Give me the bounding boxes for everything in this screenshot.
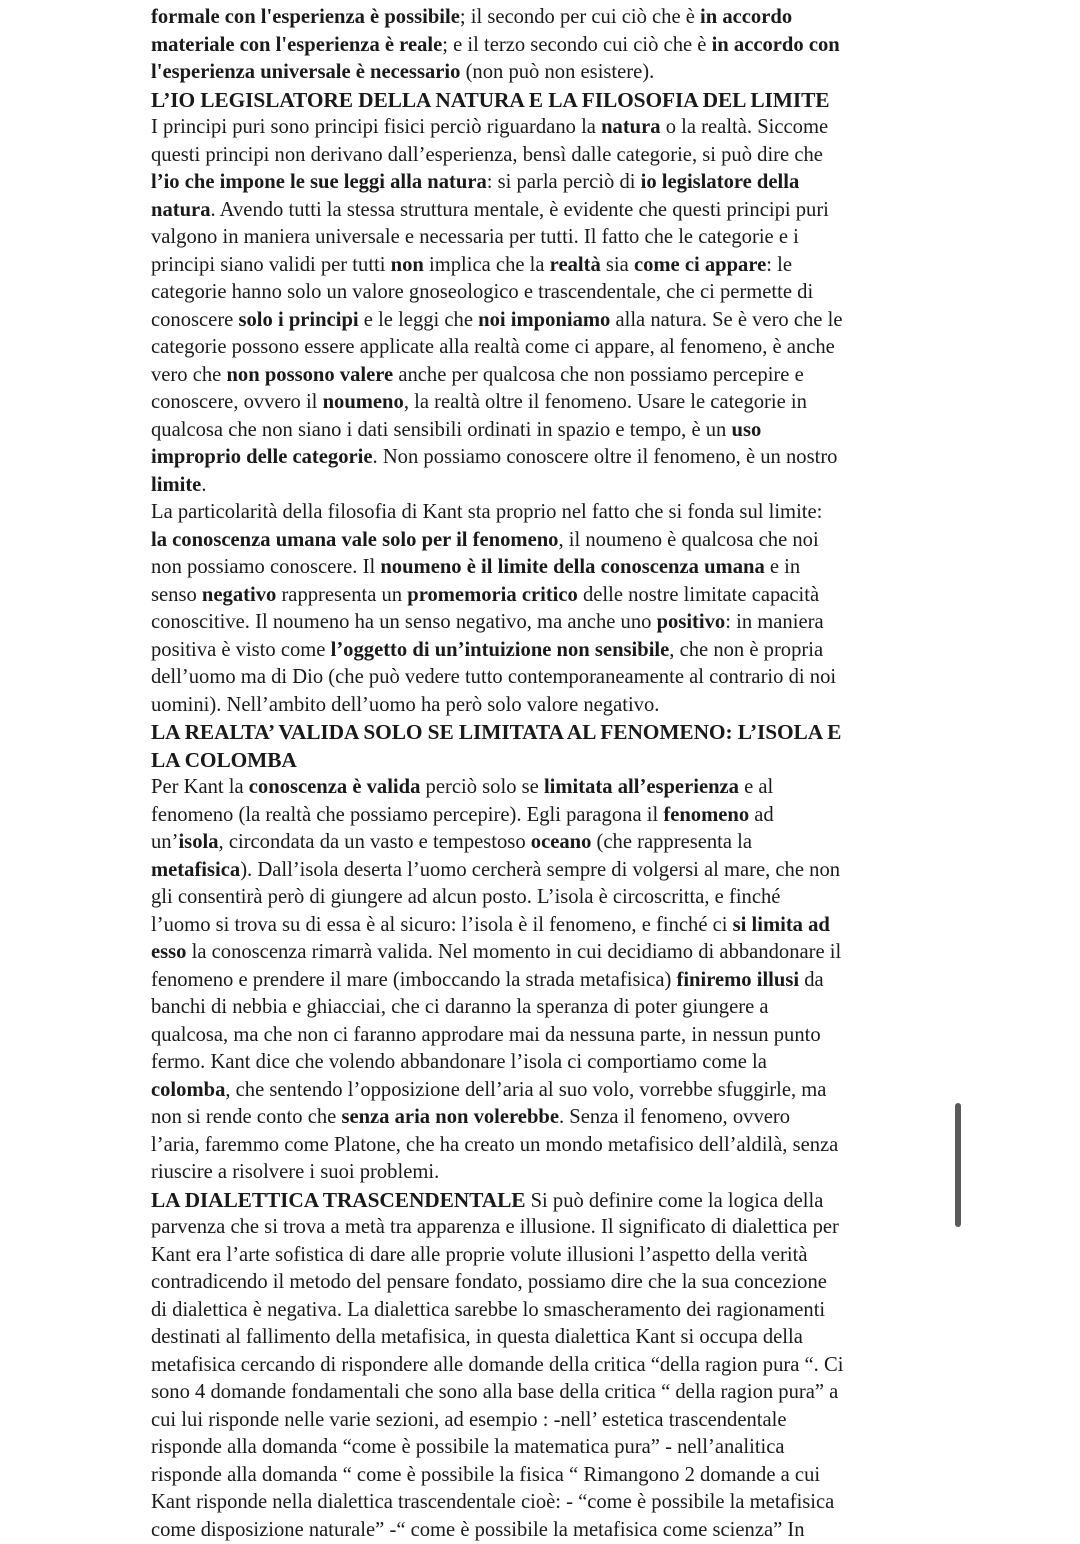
text-line <box>151 1489 941 1517</box>
text-run: e le leggi che <box>359 309 479 331</box>
text-line <box>151 499 941 527</box>
bold-text: noumeno è il limite della conoscenza umana <box>380 556 764 578</box>
text-line <box>151 472 941 500</box>
text-run: La particolarità della filosofia di Kant sta proprio nel fatto che si fonda sul limite: <box>151 501 822 523</box>
text-run: principi siano validi per tutti <box>151 254 391 276</box>
text-line <box>151 939 941 967</box>
section-heading: L’IO LEGISLATORE DELLA NATURA E LA FILOSOFIA DEL LIMITE <box>151 88 829 112</box>
bold-text: oceano <box>531 831 592 853</box>
text-run: Kant risponde nella dialettica trascendentale cioè: - “come è possibile la metafisica <box>151 1491 834 1513</box>
text-run: la conoscenza rimarrà valida. Nel momento in cui decidiamo di abbandonare il <box>186 941 841 963</box>
text-run: implica che la <box>424 254 550 276</box>
text-line <box>151 417 941 445</box>
text-line <box>151 334 941 362</box>
text-run: conoscere, ovvero il <box>151 391 323 413</box>
text-run: valgono in maniera universale e necessaria per tutti. Il fatto che le categorie e i <box>151 226 799 248</box>
text-run: : in maniera <box>725 611 823 633</box>
bold-text: negativo <box>202 584 276 606</box>
text-line <box>151 1104 941 1132</box>
bold-text: promemoria critico <box>407 584 578 606</box>
text-line <box>151 1242 941 1270</box>
text-run: di dialettica è negativa. La dialettica sarebbe lo smascheramento dei ragionamenti <box>151 1299 825 1321</box>
text-run: conoscitive. Il noumeno ha un senso negativo, ma anche uno <box>151 611 657 633</box>
text-line <box>151 994 941 1022</box>
text-line <box>151 1462 941 1490</box>
text-line <box>151 279 941 307</box>
text-run: destinati al fallimento della metafisica, in questa dialettica Kant si occupa della <box>151 1326 803 1348</box>
text-line <box>151 719 941 747</box>
text-line <box>151 1214 941 1242</box>
text-line <box>151 1077 941 1105</box>
text-line <box>151 967 941 995</box>
bold-text: isola <box>178 831 218 853</box>
text-run: ; il secondo per cui ciò che è <box>460 6 700 28</box>
text-run: (non può non esistere). <box>460 61 654 83</box>
bold-text: materiale con l'esperienza è reale <box>151 34 442 56</box>
text-run: Per Kant la <box>151 776 249 798</box>
section-heading: LA COLOMBA <box>151 748 297 772</box>
text-line <box>151 1159 941 1187</box>
text-run: ad <box>749 804 774 826</box>
section-heading: LA DIALETTICA TRASCENDENTALE <box>151 1188 525 1212</box>
text-run: e in <box>765 556 800 578</box>
bold-text: non <box>391 254 424 276</box>
text-run: , il noumeno è qualcosa che noi <box>558 529 818 551</box>
bold-text: metafisica <box>151 859 240 881</box>
text-line <box>151 912 941 940</box>
document-body <box>151 0 941 1544</box>
text-run: (che rappresenta la <box>591 831 752 853</box>
bold-text: positivo <box>657 611 726 633</box>
bold-text: realtà <box>550 254 601 276</box>
text-line <box>151 87 941 115</box>
text-run: I principi puri sono principi fisici perciò riguardano la <box>151 116 601 138</box>
text-line <box>151 142 941 170</box>
bold-text: l'esperienza universale è necessario <box>151 61 460 83</box>
text-run: non possiamo conoscere. Il <box>151 556 380 578</box>
text-line <box>151 224 941 252</box>
text-line <box>151 252 941 280</box>
bold-text: io legislatore della <box>641 171 800 193</box>
text-run: . Non possiamo conoscere oltre il fenomeno, è un nostro <box>373 446 838 468</box>
text-run: riuscire a risolvere i suoi problemi. <box>151 1161 439 1183</box>
bold-text: natura <box>601 116 661 138</box>
text-run: perciò solo se <box>420 776 544 798</box>
text-run: ). Dall’isola deserta l’uomo cercherà sempre di volgersi al mare, che non <box>240 859 840 881</box>
text-line <box>151 389 941 417</box>
text-line <box>151 1297 941 1325</box>
text-run: fermo. Kant dice che volendo abbandonare l’isola ci comportiamo come la <box>151 1051 767 1073</box>
text-run: vero che <box>151 364 226 386</box>
text-run: , la realtà oltre il fenomeno. Usare le categorie in <box>404 391 807 413</box>
text-run: delle nostre limitate capacità <box>578 584 819 606</box>
text-run: . <box>201 474 206 496</box>
text-run: dell’uomo ma di Dio (che può vedere tutto contemporaneamente al contrario di noi <box>151 666 836 688</box>
text-run: Si può definire come la logica della <box>525 1190 823 1212</box>
text-line <box>151 1132 941 1160</box>
text-run: sia <box>601 254 634 276</box>
text-line <box>151 692 941 720</box>
text-line <box>151 1379 941 1407</box>
text-run: l’aria, faremmo come Platone, che ha creato un mondo metafisico dell’aldilà, senza <box>151 1134 838 1156</box>
text-run: alla natura. Se è vero che le <box>610 309 842 331</box>
text-run: gli consentirà però di giungere ad alcun posto. L’isola è circoscritta, e finché <box>151 886 780 908</box>
text-line <box>151 802 941 830</box>
text-run: metafisica cercando di rispondere alle domande della critica “della ragion pura “. Ci <box>151 1354 843 1376</box>
text-run: anche per qualcosa che non possiamo percepire e <box>393 364 804 386</box>
text-run: contradicendo il metodo del pensare fondato, possiamo dire che la sua concezione <box>151 1271 827 1293</box>
bold-text: si limita ad <box>733 914 830 936</box>
text-line <box>151 59 941 87</box>
text-run: l’uomo si trova su di essa è al sicuro: l’isola è il fenomeno, e finché ci <box>151 914 733 936</box>
text-line <box>151 554 941 582</box>
bold-text: in accordo <box>700 6 792 28</box>
text-run: o la realtà. Siccome <box>661 116 829 138</box>
section-heading: LA REALTA’ VALIDA SOLO SE LIMITATA AL FENOMENO: L’ISOLA E <box>151 720 841 744</box>
text-line <box>151 637 941 665</box>
bold-text: l’io che impone le sue leggi alla natura <box>151 171 487 193</box>
text-line <box>151 747 941 775</box>
text-run: da <box>799 969 824 991</box>
text-run: un’ <box>151 831 178 853</box>
text-run: , circondata da un vasto e tempestoso <box>219 831 531 853</box>
text-line <box>151 1517 941 1544</box>
text-run: sono 4 domande fondamentali che sono alla base della critica “ della ragion pura” a <box>151 1381 838 1403</box>
bold-text: natura <box>151 199 211 221</box>
text-line <box>151 1022 941 1050</box>
vertical-scrollbar[interactable] <box>955 1103 961 1227</box>
bold-text: improprio delle categorie <box>151 446 373 468</box>
text-run: non si rende conto che <box>151 1106 341 1128</box>
text-run: parvenza che si trova a metà tra apparenza e illusione. Il significato di dialettica per <box>151 1216 839 1238</box>
bold-text: solo i principi <box>238 309 358 331</box>
text-run: fenomeno (la realtà che possiamo percepire). Egli paragona il <box>151 804 663 826</box>
bold-text: esso <box>151 941 186 963</box>
bold-text: colomba <box>151 1079 225 1101</box>
text-run: risponde alla domanda “ come è possibile la fisica “ Rimangono 2 domande a cui <box>151 1464 820 1486</box>
text-run: categorie possono essere applicate alla realtà come ci appare, al fenomeno, è anche <box>151 336 835 358</box>
text-run: , che non è propria <box>669 639 823 661</box>
text-run: fenomeno e prendere il mare (imboccando la strada metafisica) <box>151 969 676 991</box>
text-run: : le <box>766 254 792 276</box>
bold-text: fenomeno <box>663 804 749 826</box>
text-line <box>151 32 941 60</box>
text-run: cui lui risponde nelle varie sezioni, ad esempio : -nell’ estetica trascendentale <box>151 1409 786 1431</box>
text-run: qualcosa, ma che non ci faranno approdare mai da nessuna parte, in nessun punto <box>151 1024 821 1046</box>
text-line <box>151 1352 941 1380</box>
text-run: senso <box>151 584 202 606</box>
text-line <box>151 1434 941 1462</box>
text-line <box>151 114 941 142</box>
text-line <box>151 664 941 692</box>
text-run: . Senza il fenomeno, ovvero <box>559 1106 790 1128</box>
document-page <box>151 0 941 1544</box>
text-line <box>151 362 941 390</box>
bold-text: limitata all’esperienza <box>544 776 739 798</box>
bold-text: noi imponiamo <box>478 309 610 331</box>
text-line <box>151 1407 941 1435</box>
text-run: . Avendo tutti la stessa struttura mentale, è evidente che questi principi puri <box>211 199 829 221</box>
text-run: uomini). Nell’ambito dell’uomo ha però solo valore negativo. <box>151 694 659 716</box>
text-run: conoscere <box>151 309 238 331</box>
text-line <box>151 829 941 857</box>
text-line <box>151 527 941 555</box>
bold-text: limite <box>151 474 201 496</box>
bold-text: in accordo con <box>712 34 840 56</box>
bold-text: uso <box>732 419 762 441</box>
text-run: banchi di nebbia e ghiacciai, che ci daranno la speranza di poter giungere a <box>151 996 769 1018</box>
text-run: Kant era l’arte sofistica di dare alle proprie volute illusioni l’aspetto della verità <box>151 1244 807 1266</box>
text-line <box>151 884 941 912</box>
bold-text: la conoscenza umana vale solo per il fenomeno <box>151 529 558 551</box>
text-line <box>151 1187 941 1215</box>
text-run: questi principi non derivano dall’esperienza, bensì dalle categorie, si può dire che <box>151 144 823 166</box>
text-run: : si parla perciò di <box>487 171 641 193</box>
text-line <box>151 582 941 610</box>
text-line <box>151 444 941 472</box>
text-run: come disposizione naturale” -“ come è possibile la metafisica come scienza” In <box>151 1519 805 1541</box>
text-run: , che sentendo l’opposizione dell’aria al suo volo, vorrebbe sfuggirle, ma <box>225 1079 826 1101</box>
text-line <box>151 169 941 197</box>
text-run: rappresenta un <box>276 584 407 606</box>
text-run: positiva è visto come <box>151 639 331 661</box>
text-line <box>151 197 941 225</box>
bold-text: senza aria non volerebbe <box>341 1106 559 1128</box>
text-run: categorie hanno solo un valore gnoseologico e trascendentale, che ci permette di <box>151 281 813 303</box>
text-line <box>151 857 941 885</box>
text-line <box>151 1324 941 1352</box>
bold-text: come ci appare <box>634 254 766 276</box>
text-run: qualcosa che non siano i dati sensibili ordinati in spazio e tempo, è un <box>151 419 732 441</box>
text-run: ; e il terzo secondo cui ciò che è <box>442 34 711 56</box>
bold-text: formale con l'esperienza è possibile <box>151 6 460 28</box>
text-run: e al <box>739 776 773 798</box>
text-line <box>151 774 941 802</box>
bold-text: non possono valere <box>226 364 393 386</box>
bold-text: finiremo illusi <box>676 969 799 991</box>
text-line <box>151 609 941 637</box>
text-run: risponde alla domanda “come è possibile la matematica pura” - nell’analitica <box>151 1436 785 1458</box>
bold-text: noumeno <box>323 391 404 413</box>
text-line <box>151 1049 941 1077</box>
text-line <box>151 307 941 335</box>
text-line <box>151 1269 941 1297</box>
bold-text: l’oggetto di un’intuizione non sensibile <box>331 639 670 661</box>
bold-text: conoscenza è valida <box>249 776 421 798</box>
text-line <box>151 4 941 32</box>
